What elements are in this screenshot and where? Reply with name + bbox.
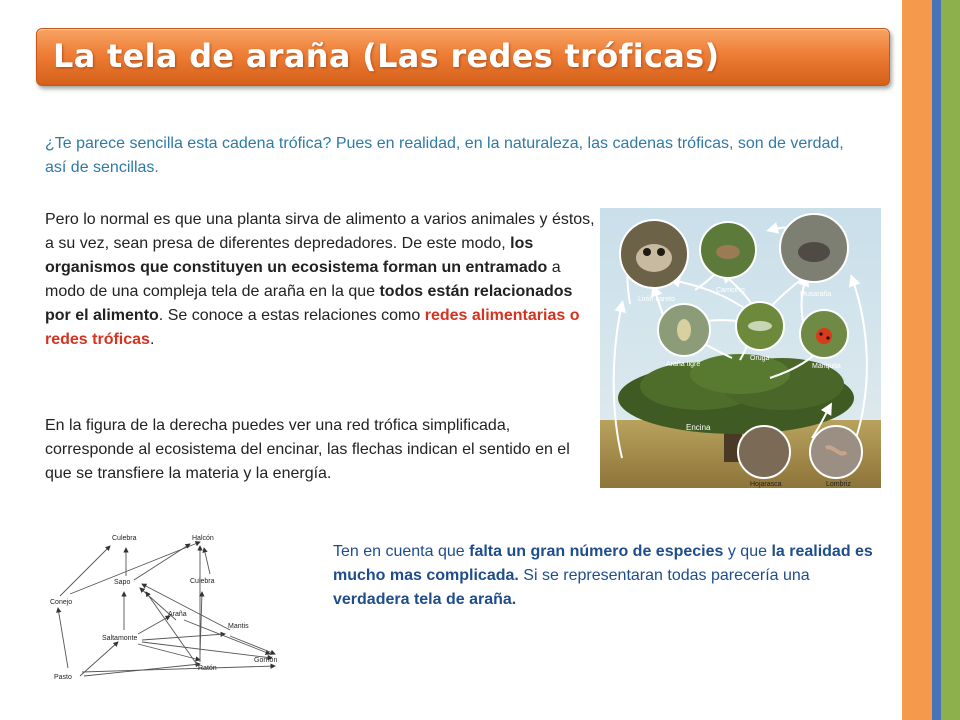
food-web-diagram xyxy=(50,526,315,686)
paragraph1-text: . Se conoce a estas relaciones como xyxy=(158,307,425,324)
node-culebra-2: Culebra xyxy=(190,578,215,585)
node-conejo: Conejo xyxy=(50,599,73,606)
note-bold-text: falta un gran número de especies xyxy=(469,543,724,560)
node-raton: Ratón xyxy=(198,665,217,672)
paragraph1-bold-text: todos están relacionados por el alimento xyxy=(45,283,573,324)
food-web-photo xyxy=(600,208,881,488)
note-plain-text: y que xyxy=(723,543,772,560)
paragraph-figure-description: En la figura de la derecha puedes ver una red trófica simplificada, corresponde al ecosistema del encinar, las flechas indican el sentido en el que se transfiere la materia y la energía. xyxy=(45,417,570,482)
label-encina: Encina xyxy=(686,423,711,432)
paragraph1-text: . xyxy=(149,331,155,348)
label-musarana: Musaraña xyxy=(800,291,832,298)
node-pasto: Pasto xyxy=(54,674,72,681)
paragraph-food-web xyxy=(45,208,601,352)
decorative-stripe-blue xyxy=(932,0,941,720)
node-arana: Araña xyxy=(168,611,187,618)
note-text xyxy=(333,540,873,612)
node-sapo: Sapo xyxy=(114,579,131,586)
node-culebra: Culebra xyxy=(112,535,137,542)
label-hojarasca: Hojarasca xyxy=(750,481,782,488)
decorative-stripe-green xyxy=(941,0,960,720)
label-oruga: Oruga xyxy=(750,355,770,362)
node-mantis: Mantis xyxy=(228,623,249,630)
label-lombriz: Lombriz xyxy=(826,481,851,488)
label-liron: Lirón careto xyxy=(638,296,675,303)
label-carricero: Carricero xyxy=(716,287,745,294)
decorative-stripe-orange xyxy=(902,0,932,720)
note-plain-text: Ten en cuenta que xyxy=(333,543,470,560)
node-gorrion: Gorrión xyxy=(254,657,278,664)
paragraph1-text: a modo de una compleja tela de araña en la que xyxy=(45,259,561,300)
paragraph1-bold-text: los organismos que constituyen un ecosistema forman un entramado xyxy=(45,235,548,276)
intro-text: ¿Te parece sencilla esta cadena trófica? Pues en realidad, en la naturaleza, las cadenas tróficas, son de verdad, así de sencillas. xyxy=(45,135,844,176)
node-saltamonte: Saltamonte xyxy=(102,635,138,642)
note-bold-text: la realidad es mucho mas complicada. xyxy=(333,543,873,584)
label-mariquita: Mariquita xyxy=(812,363,841,370)
note-plain-text: Si se representaran todas parecería una xyxy=(518,567,810,584)
label-arana-tigre: Araña tigre xyxy=(666,361,701,368)
title-banner xyxy=(36,28,890,86)
paragraph1-highlight-text: redes alimentarias o redes tróficas xyxy=(45,307,580,348)
node-halcon: Halcón xyxy=(192,535,214,542)
note-bold-text: verdadera tela de araña. xyxy=(333,591,517,608)
paragraph1-text: Pero lo normal es que una planta sirva de alimento a varios animales y éstos, a su vez, sean presa de diferentes depredadores. De este modo, xyxy=(45,211,595,252)
slide-title: La tela de araña (Las redes tróficas) xyxy=(53,37,720,75)
